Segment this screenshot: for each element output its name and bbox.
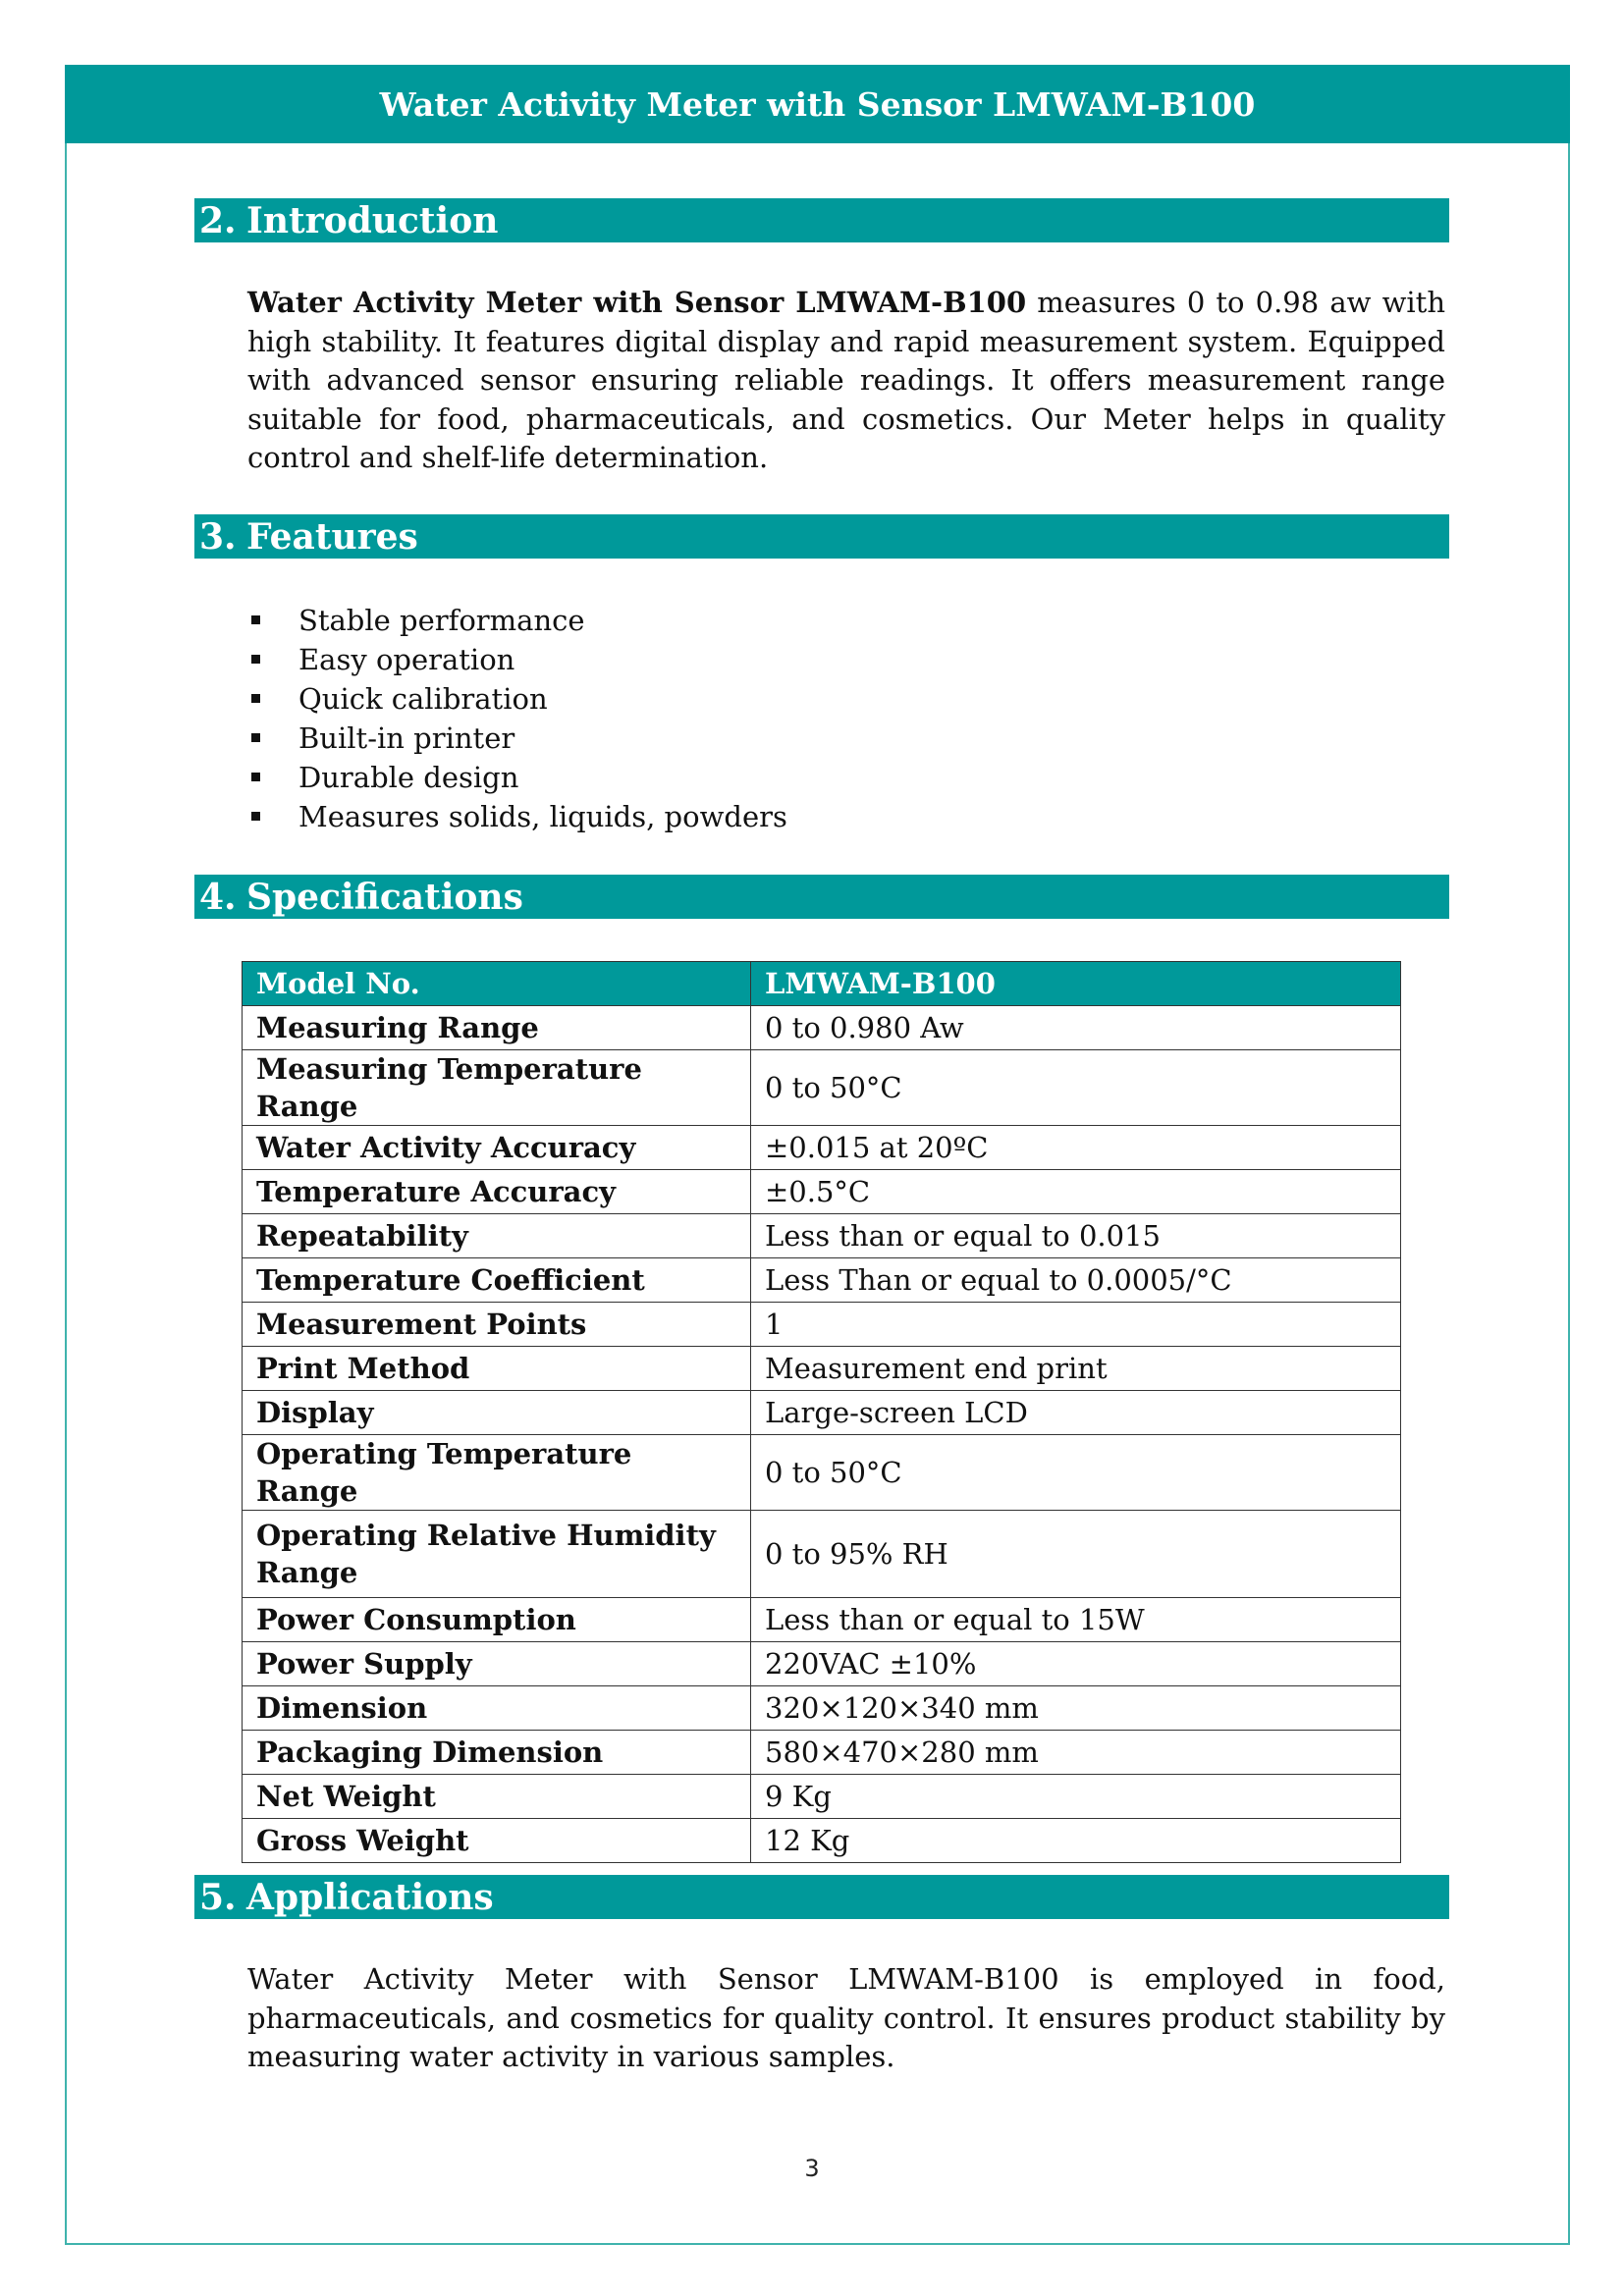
list-item (247, 640, 787, 679)
introduction-lead: Water Activity Meter with Sensor LMWAM-B100 (247, 286, 1027, 319)
spec-value: ±0.015 at 20ºC (751, 1126, 1401, 1170)
table-row (243, 1642, 1401, 1686)
table-row (243, 1170, 1401, 1214)
table-row (243, 1214, 1401, 1258)
square-bullet-icon (251, 773, 260, 781)
document-title-banner (65, 65, 1570, 143)
list-item (247, 601, 787, 640)
spec-value: Less than or equal to 0.015 (751, 1214, 1401, 1258)
spec-label: Measuring Range (243, 1006, 751, 1050)
spec-value: 0 to 95% RH (751, 1511, 1401, 1598)
section-number: 4. (199, 876, 237, 918)
spec-label: Display (243, 1391, 751, 1435)
spec-value: 320×120×340 mm (751, 1686, 1401, 1731)
applications-paragraph: Water Activity Meter with Sensor LMWAM-B100 is employed in food, pharmaceuticals, and cosmetics for quality control. It ensures product stability by measuring water activity in various samples. (247, 1962, 1445, 2073)
introduction-body: measures 0 to 0.98 aw with high stability. It features digital display and rapid measurement system. Equipped with advanced sensor ensuring reliable readings. It offers measurement range suitable for food, pharmaceuticals, and cosmetics. Our Meter helps in quality control and shelf-life determination. (247, 286, 1445, 474)
square-bullet-icon (251, 812, 260, 821)
section-number: 3. (199, 515, 237, 558)
list-item (247, 758, 787, 797)
section-introduction-heading (194, 198, 1449, 242)
square-bullet-icon (251, 733, 260, 742)
table-row (243, 1598, 1401, 1642)
spec-label: Power Consumption (243, 1598, 751, 1642)
section-number: 5. (199, 1876, 237, 1918)
section-title: Specifications (246, 876, 523, 918)
table-row (243, 1391, 1401, 1435)
table-row (243, 1686, 1401, 1731)
spec-value: Large-screen LCD (751, 1391, 1401, 1435)
table-row (243, 1303, 1401, 1347)
spec-value: 0 to 50°C (751, 1435, 1401, 1511)
features-list (247, 601, 787, 836)
spec-value: 0 to 50°C (751, 1050, 1401, 1126)
table-row (243, 1819, 1401, 1863)
square-bullet-icon (251, 615, 260, 624)
spec-label: Gross Weight (243, 1819, 751, 1863)
spec-label: Operating Relative Humidity Range (243, 1511, 751, 1598)
list-item (247, 679, 787, 719)
table-row (243, 1731, 1401, 1775)
spec-label: Power Supply (243, 1642, 751, 1686)
table-row (243, 1258, 1401, 1303)
spec-label: Print Method (243, 1347, 751, 1391)
spec-value: 12 Kg (751, 1819, 1401, 1863)
table-row (243, 1435, 1401, 1511)
specifications-table (242, 961, 1401, 1863)
section-number: 2. (199, 199, 237, 241)
feature-text: Durable design (298, 761, 519, 794)
table-row (243, 1775, 1401, 1819)
document-title: Water Activity Meter with Sensor LMWAM-B100 (379, 84, 1256, 124)
spec-label: Temperature Coefficient (243, 1258, 751, 1303)
square-bullet-icon (251, 655, 260, 664)
table-row (243, 1511, 1401, 1598)
feature-text: Easy operation (298, 643, 515, 676)
spec-value: 1 (751, 1303, 1401, 1347)
spec-label: Measurement Points (243, 1303, 751, 1347)
spec-value: 580×470×280 mm (751, 1731, 1401, 1775)
spec-label: Repeatability (243, 1214, 751, 1258)
list-item (247, 797, 787, 836)
table-header-cell: Model No. (243, 962, 751, 1006)
table-row (243, 1347, 1401, 1391)
section-title: Features (246, 515, 418, 558)
square-bullet-icon (251, 694, 260, 703)
section-title: Applications (246, 1876, 494, 1918)
page-number: 3 (804, 2155, 820, 2182)
feature-text: Built-in printer (298, 721, 515, 755)
feature-text: Measures solids, liquids, powders (298, 800, 787, 833)
introduction-paragraph (247, 284, 1445, 478)
spec-label: Water Activity Accuracy (243, 1126, 751, 1170)
spec-label: Measuring Temperature Range (243, 1050, 751, 1126)
table-row (243, 1050, 1401, 1126)
table-header-row (243, 962, 1401, 1006)
feature-text: Quick calibration (298, 682, 548, 716)
spec-value: Less Than or equal to 0.0005/°C (751, 1258, 1401, 1303)
feature-text: Stable performance (298, 604, 585, 637)
spec-label: Operating Temperature Range (243, 1435, 751, 1511)
spec-label: Packaging Dimension (243, 1731, 751, 1775)
table-row (243, 1126, 1401, 1170)
section-specifications-heading (194, 875, 1449, 919)
spec-value: Measurement end print (751, 1347, 1401, 1391)
spec-label: Temperature Accuracy (243, 1170, 751, 1214)
section-applications-heading (194, 1875, 1449, 1919)
spec-label: Dimension (243, 1686, 751, 1731)
spec-label: Net Weight (243, 1775, 751, 1819)
list-item (247, 719, 787, 758)
spec-value: Less than or equal to 15W (751, 1598, 1401, 1642)
spec-value: ±0.5°C (751, 1170, 1401, 1214)
table-header-cell: LMWAM-B100 (751, 962, 1401, 1006)
spec-value: 220VAC ±10% (751, 1642, 1401, 1686)
section-features-heading (194, 514, 1449, 559)
section-title: Introduction (246, 199, 499, 241)
table-row (243, 1006, 1401, 1050)
spec-value: 0 to 0.980 Aw (751, 1006, 1401, 1050)
spec-value: 9 Kg (751, 1775, 1401, 1819)
